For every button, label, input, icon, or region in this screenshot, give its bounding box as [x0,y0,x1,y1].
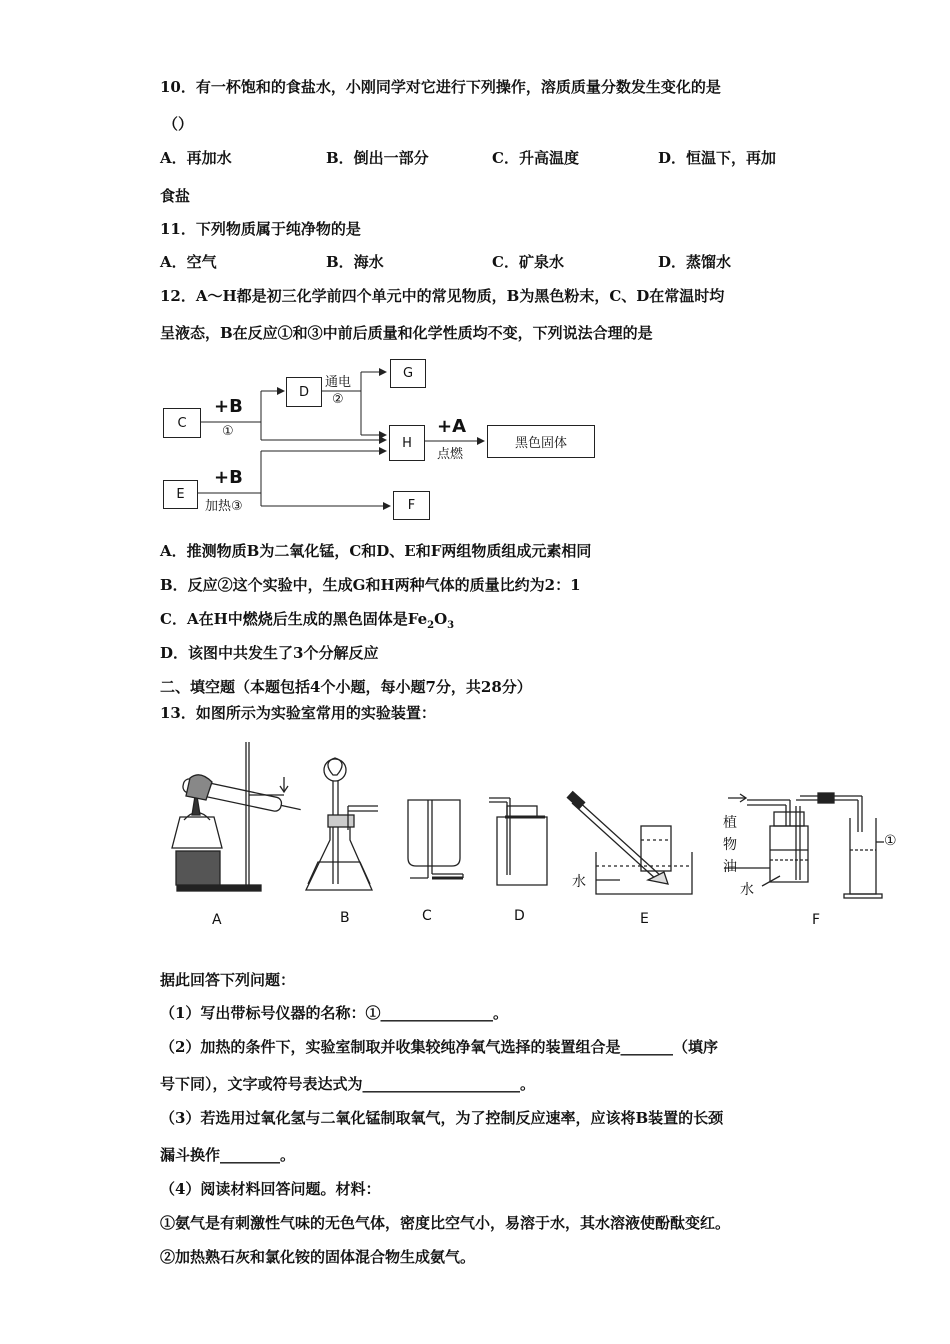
q11-option-d: D．蒸馏水 [658,253,732,271]
label-reaction-1: ① [222,424,234,439]
q12-option-c-sub1: 2 [427,620,435,631]
apparatus-label-d: D [514,908,525,924]
q12-option-a: A．推测物质B为二氧化锰，C和D、E和F两组物质组成元素相同 [160,542,592,560]
oil-label-1: 植 [723,815,737,831]
node-g: G [390,359,426,388]
label-plus-b-1: +B [214,396,243,417]
label-plus-b-3: +B [214,467,243,488]
apparatus-label-a: A [212,912,222,928]
q10-option-a: A．再加水 [160,149,232,167]
q10-option-b: B．倒出一部分 [326,149,429,167]
q10-option-c: C．升高温度 [492,149,579,167]
q13-part1: （1）写出带标号仪器的名称：①_______________。 [160,1004,508,1022]
node-f: F [393,491,430,520]
q13-part2-line2: 号下同），文字或符号表达式为_____________________。 [160,1075,536,1093]
q10-option-d-cont: 食盐 [160,187,191,205]
oil-label-2: 物 [723,837,737,853]
water-label-f: 水 [740,882,754,898]
q13-part3-line1: （3）若选用过氧化氢与二氧化锰制取氧气，为了控制反应速率，应该将B装置的长颈 [160,1109,724,1127]
node-black-solid: 黑色固体 [487,425,595,458]
q13-part2-line1: （2）加热的条件下，实验室制取并收集较纯净氧气选择的装置组合是_______（填序 [160,1038,718,1056]
q10-stem: 10．有一杯饱和的食盐水，小刚同学对它进行下列操作，溶质质量分数发生变化的是 [160,78,721,96]
apparatus-label-f: F [812,912,821,928]
q11-option-c: C．矿泉水 [492,253,564,271]
node-c: C [163,408,201,438]
q13-part4: （4）阅读材料回答问题。材料： [160,1180,381,1198]
apparatus-label-b: B [340,910,350,926]
q12-option-b: B．反应②这个实验中，生成G和H两种气体的质量比约为2：1 [160,576,581,594]
cylinder-mark-1: ① [884,833,897,849]
label-electrolysis: 通电 [325,375,352,390]
material-2: ②加热熟石灰和氯化铵的固体混合物生成氨气。 [160,1248,476,1266]
water-label-e: 水 [572,874,586,890]
q12-option-d: D．该图中共发生了3个分解反应 [160,644,379,662]
q12-option-c-o: O [434,610,448,628]
node-d: D [286,377,322,407]
q13-intro: 据此回答下列问题： [160,971,296,989]
q12-stem-line1: 12．A～H都是初三化学前四个单元中的常见物质，B为黑色粉末，C、D在常温时均 [160,287,725,305]
apparatus-label-c: C [422,908,432,924]
label-reaction-2: ② [332,392,344,407]
material-1: ①氨气是有刺激性气味的无色气体，密度比空气小，易溶于水，其水溶液使酚酞变红。 [160,1214,731,1232]
q11-stem: 11．下列物质属于纯净物的是 [160,220,361,238]
label-plus-a: +A [437,416,467,437]
node-h: H [389,425,425,461]
section-2-title: 二、填空题（本题包括4个小题，每小题7分，共28分） [160,678,532,696]
label-heat-3: 加热③ [205,499,243,514]
q12-option-c-text: C．A在H中燃烧后生成的黑色固体是Fe [160,610,428,628]
q13-part3-line2: 漏斗换作________。 [160,1146,296,1164]
oil-label-3: 油 [723,859,737,875]
apparatus-label-e: E [640,911,649,927]
q10-paren: （） [163,115,194,133]
q11-option-b: B．海水 [326,253,384,271]
q12-option-c-sub2: 3 [447,620,455,631]
q12-stem-line2: 呈液态，B在反应①和③中前后质量和化学性质均不变，下列说法合理的是 [160,324,653,342]
q11-option-a: A．空气 [160,253,217,271]
q13-stem: 13．如图所示为实验室常用的实验装置： [160,704,436,722]
q10-option-d: D．恒温下，再加 [658,149,777,167]
node-e: E [163,480,198,509]
label-ignite: 点燃 [437,447,464,462]
